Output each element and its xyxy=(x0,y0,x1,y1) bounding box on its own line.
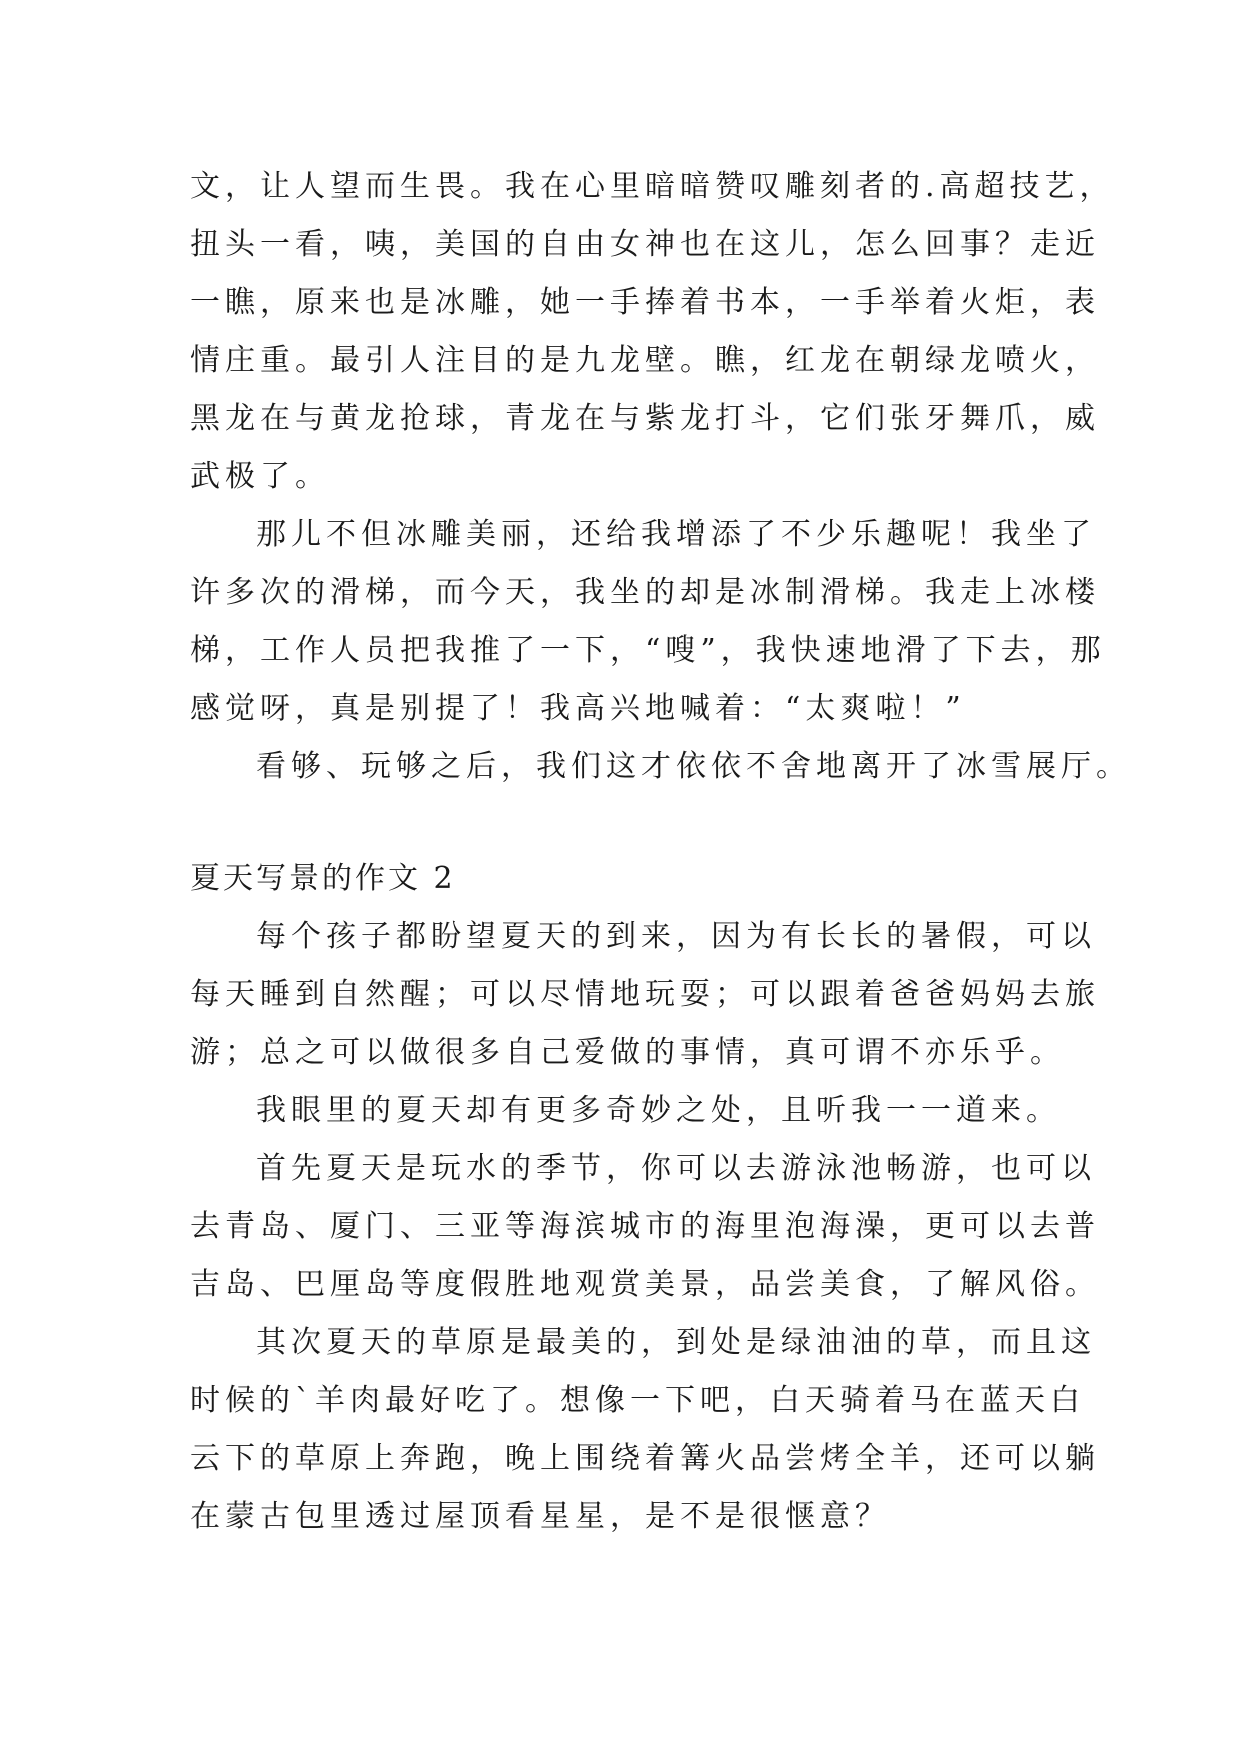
text-line: 情庄重。最引人注目的是九龙壁。瞧，红龙在朝绿龙喷火， xyxy=(190,343,1100,378)
text-line: 游；总之可以做很多自己爱做的事情，真可谓不亦乐乎。 xyxy=(190,1035,1065,1070)
paragraph-first-line: 我眼里的夏天却有更多奇妙之处，且听我一一道来。 xyxy=(256,1093,1061,1128)
paragraph-first-line: 那儿不但冰雕美丽，还给我增添了不少乐趣呢！我坐了 xyxy=(256,517,1096,552)
text-line: 时候的`羊肉最好吃了。想像一下吧，白天骑着马在蓝天白 xyxy=(190,1383,1085,1418)
section-gap xyxy=(190,796,1060,850)
text-line: 吉岛、巴厘岛等度假胜地观赏美景，品尝美食，了解风俗。 xyxy=(190,1267,1100,1302)
paragraph-first-line: 看够、玩够之后，我们这才依依不舍地离开了冰雪展厅。 xyxy=(256,749,1131,784)
text-line: 感觉呀，真是别提了！我高兴地喊着：“太爽啦！” xyxy=(190,691,966,726)
paragraph-first-line: 其次夏天的草原是最美的，到处是绿油油的草，而且这 xyxy=(256,1325,1096,1360)
paragraph-first-line: 首先夏天是玩水的季节，你可以去游泳池畅游，也可以 xyxy=(256,1151,1096,1186)
paragraph-first-line: 每个孩子都盼望夏天的到来，因为有长长的暑假，可以 xyxy=(256,919,1096,954)
text-line: 许多次的滑梯，而今天，我坐的却是冰制滑梯。我走上冰楼 xyxy=(190,575,1100,610)
text-line: 在蒙古包里透过屋顶看星星，是不是很惬意？ xyxy=(190,1499,890,1534)
text-line: 文，让人望而生畏。我在心里暗暗赞叹雕刻者的.高超技艺， xyxy=(190,169,1115,204)
document-body xyxy=(190,158,1131,1546)
text-line: 云下的草原上奔跑，晚上围绕着篝火品尝烤全羊，还可以躺 xyxy=(190,1441,1100,1476)
text-line: 黑龙在与黄龙抢球，青龙在与紫龙打斗，它们张牙舞爪，威 xyxy=(190,401,1100,436)
section-title: 夏天写景的作文 2 xyxy=(190,861,456,896)
text-line: 扭头一看，咦，美国的自由女神也在这儿，怎么回事？走近 xyxy=(190,227,1100,262)
text-line: 一瞧，原来也是冰雕，她一手捧着书本，一手举着火炬，表 xyxy=(190,285,1100,320)
text-line: 去青岛、厦门、三亚等海滨城市的海里泡海澡，更可以去普 xyxy=(190,1209,1100,1244)
text-line: 梯，工作人员把我推了一下，“嗖”，我快速地滑了下去，那 xyxy=(190,633,1106,668)
text-line: 武极了。 xyxy=(190,459,330,494)
text-line: 每天睡到自然醒；可以尽情地玩耍；可以跟着爸爸妈妈去旅 xyxy=(190,977,1100,1012)
